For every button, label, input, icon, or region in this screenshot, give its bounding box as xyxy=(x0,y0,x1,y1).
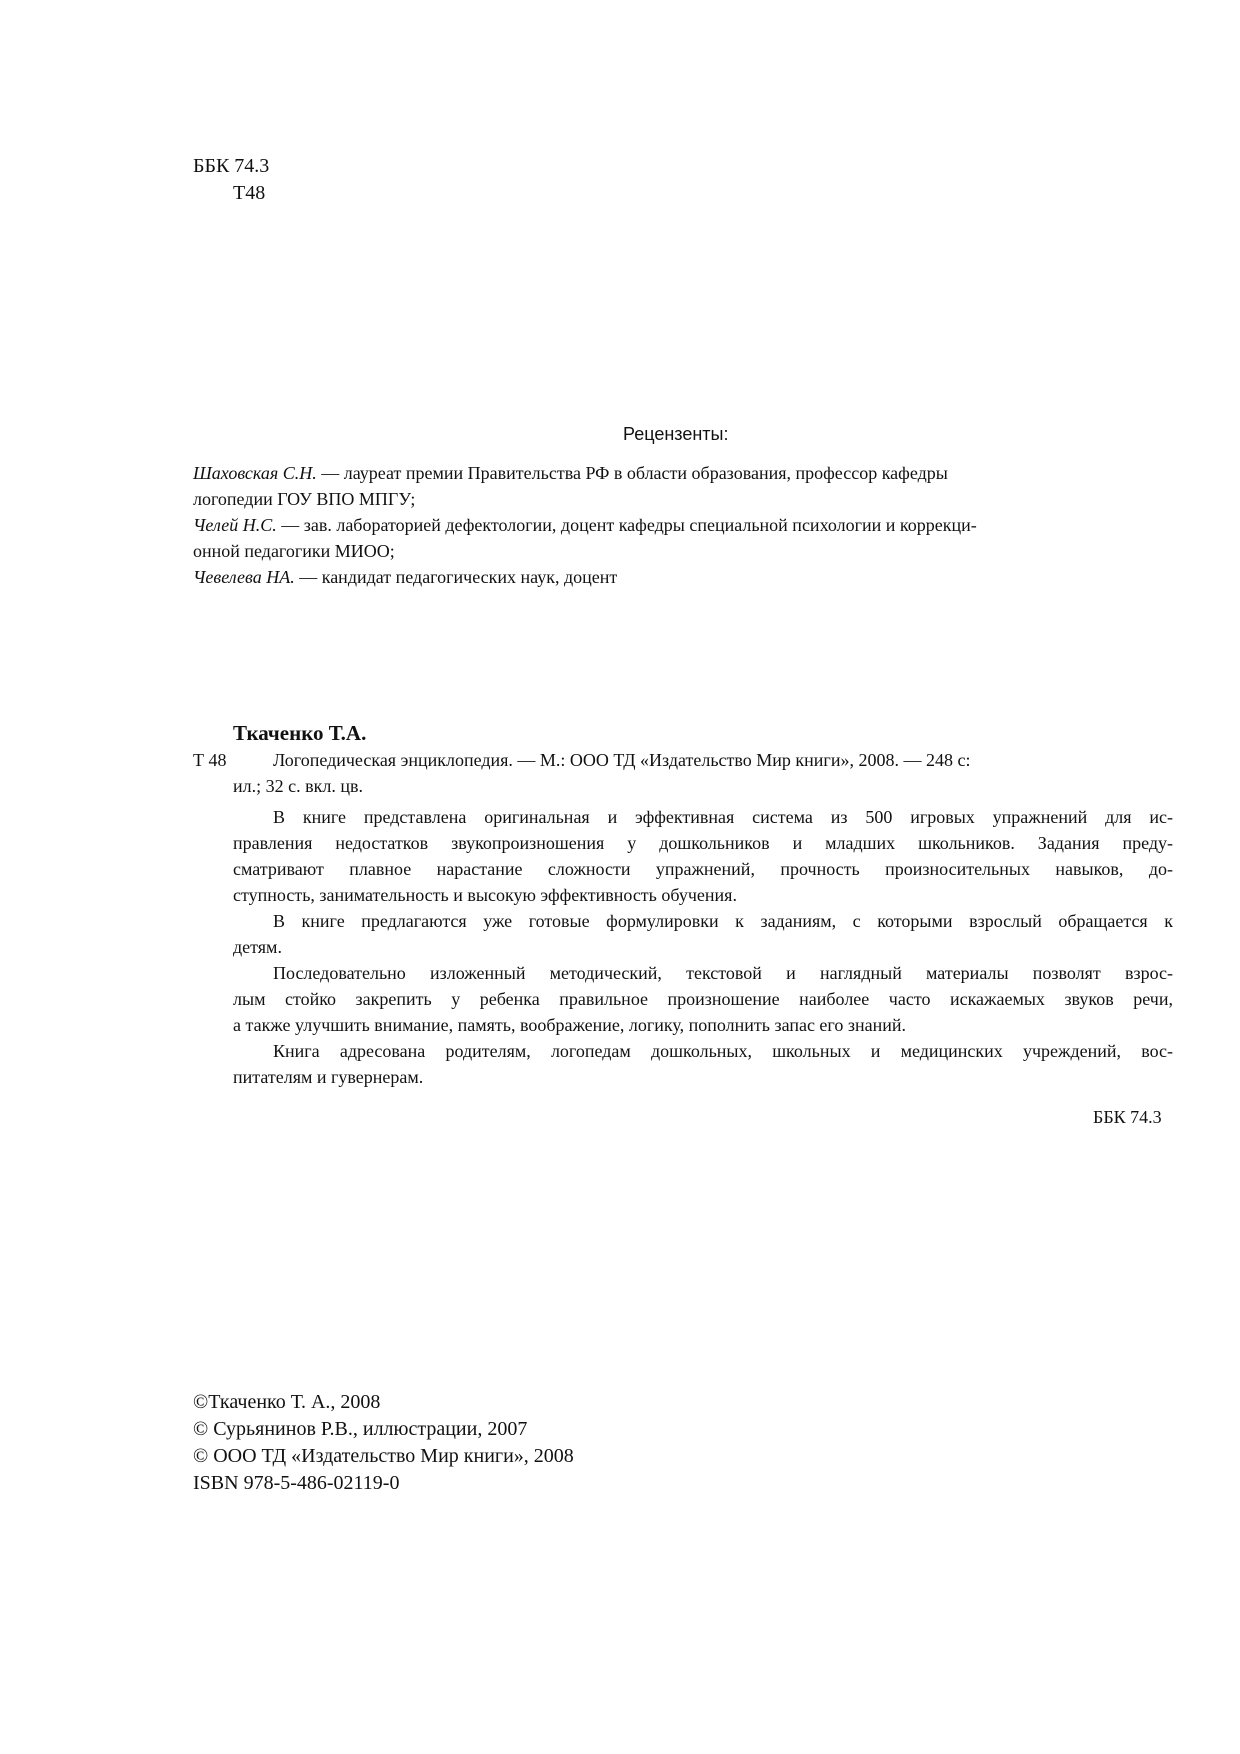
card-bbk: ББК 74.3 xyxy=(1093,1107,1162,1127)
reviewer-3 xyxy=(193,568,617,586)
card-bib-line2: ил.; 32 с. вкл. цв. xyxy=(233,776,363,796)
bbk-index-top: ББК 74.3 xyxy=(193,155,270,177)
annotation-line-10: Книга адресована родителям, логопедам дошкольных, школьных и медицинских учреждений, вос- xyxy=(273,1041,1173,1061)
reviewer-2-line2: онной педагогики МИОО; xyxy=(193,541,395,561)
copyright-line-1: ©Ткаченко Т. А., 2008 xyxy=(193,1391,381,1413)
reviewer-1-name: Шаховская С.Н. xyxy=(193,463,317,483)
reviewer-3-name: Чевелева НА. xyxy=(193,567,295,587)
annotation-line-9: а также улучшить внимание, память, воображение, логику, пополнить запас его знаний. xyxy=(233,1015,906,1035)
reviewer-1-text: — лауреат премии Правительства РФ в области образования, профессор кафедры xyxy=(316,463,948,483)
annotation-line-5: В книге предлагаются уже готовые формулировки к заданиям, с которыми взрослый обращается к xyxy=(273,911,1173,931)
copyright-line-3: © ООО ТД «Издательство Мир книги», 2008 xyxy=(193,1445,574,1467)
reviewer-3-text: — кандидат педагогических наук, доцент xyxy=(294,567,618,587)
card-bib-line1: Логопедическая энциклопедия. — М.: ООО ТД «Издательство Мир книги», 2008. — 248 с: xyxy=(273,750,971,770)
reviewer-2 xyxy=(193,516,977,534)
annotation-line-8: лым стойко закрепить у ребенка правильное произношение наиболее часто искажаемых звуков речи, xyxy=(233,989,1173,1009)
card-author: Ткаченко Т.А. xyxy=(233,721,367,745)
author-mark-top: Т48 xyxy=(233,182,266,204)
reviewer-2-text: — зав. лабораторией дефектологии, доцент кафедры специальной психологии и коррекци- xyxy=(276,515,977,535)
annotation-line-1: В книге представлена оригинальная и эффективная система из 500 игровых упражнений для ис- xyxy=(273,807,1173,827)
reviewer-2-name: Челей Н.С. xyxy=(193,515,277,535)
annotation-line-3: сматривают плавное нарастание сложности упражнений, прочность произносительных навыков, до- xyxy=(233,859,1173,879)
reviewer-1-line2: логопедии ГОУ ВПО МПГУ; xyxy=(193,489,416,509)
isbn: ISBN 978-5-486-02119-0 xyxy=(193,1472,400,1494)
annotation-line-6: детям. xyxy=(233,937,282,957)
card-code: Т 48 xyxy=(193,750,227,770)
annotation-line-4: ступность, занимательность и высокую эффективность обучения. xyxy=(233,885,737,905)
annotation-line-2: правления недостатков звукопроизношения у дошкольников и младших школьников. Задания преду- xyxy=(233,833,1173,853)
reviewer-1 xyxy=(193,464,1173,482)
copyright-line-2: © Сурьянинов Р.В., иллюстрации, 2007 xyxy=(193,1418,528,1440)
annotation-line-7: Последовательно изложенный методический, текстовой и наглядный материалы позволят взрос- xyxy=(273,963,1173,983)
reviewers-heading: Рецензенты: xyxy=(623,424,729,444)
annotation-line-11: питателям и гувернерам. xyxy=(233,1067,424,1087)
